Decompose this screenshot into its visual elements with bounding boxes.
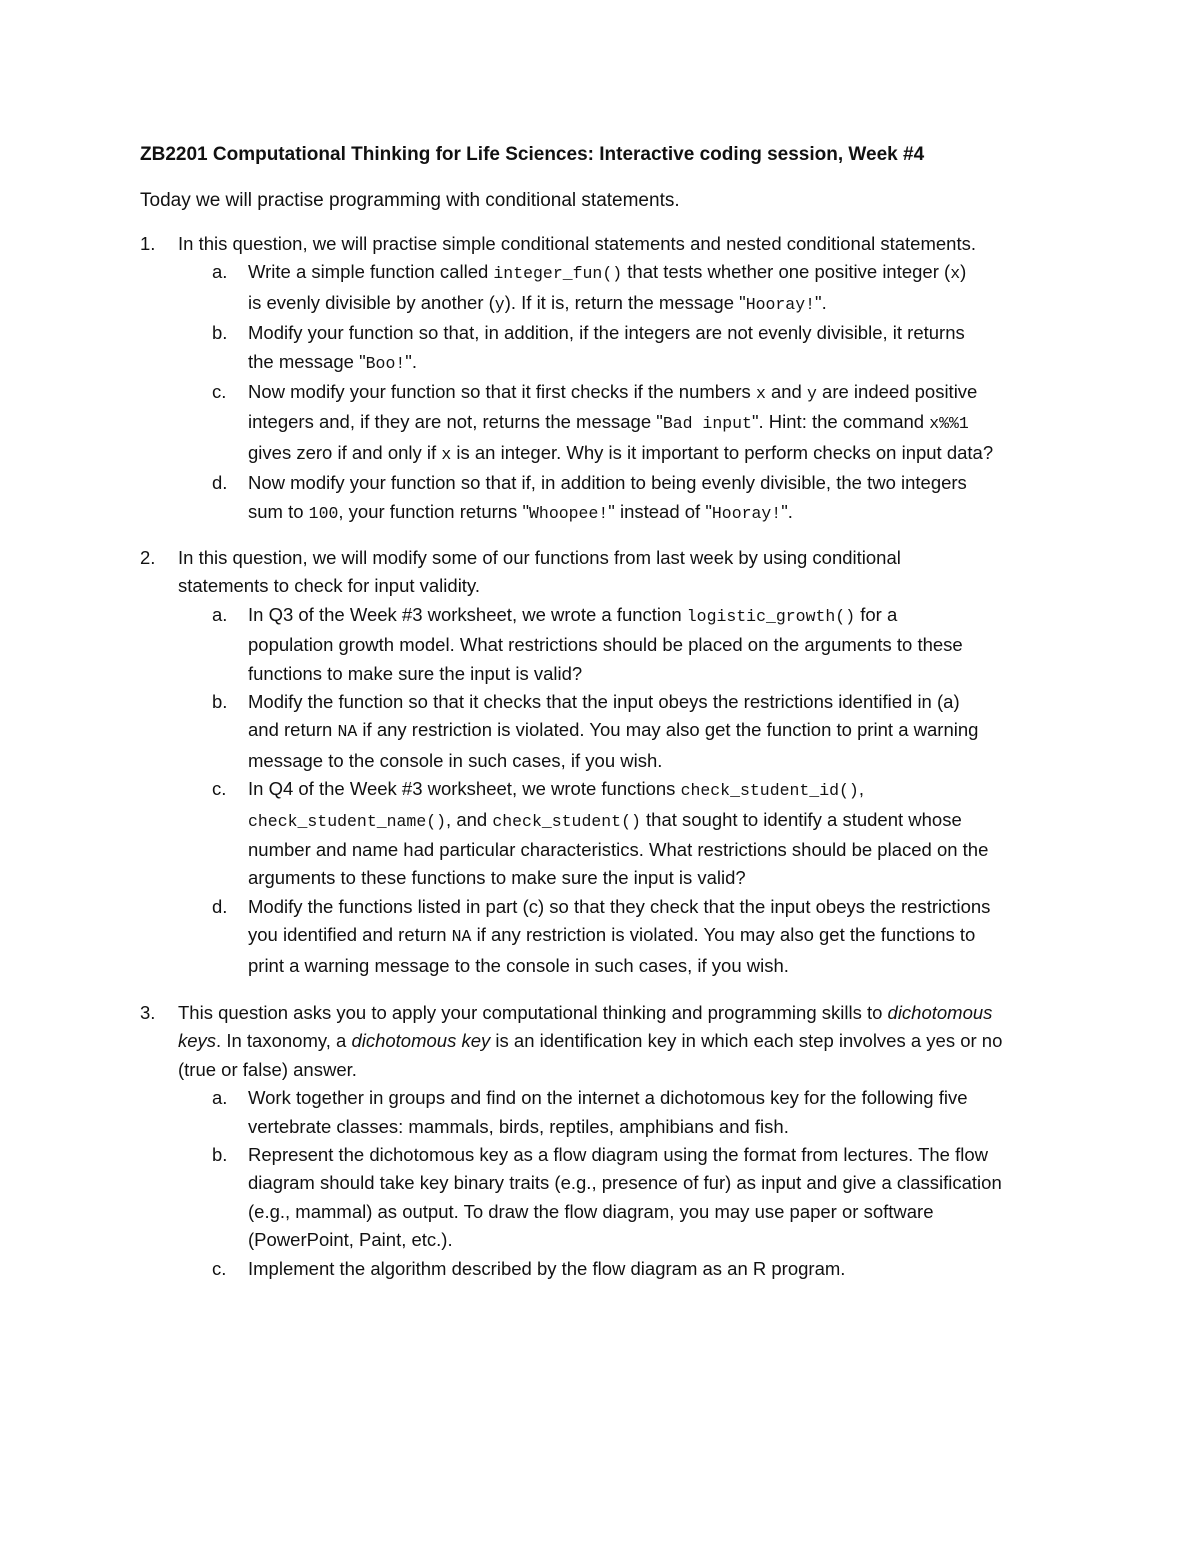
subquestion-2d: d. Modify the functions listed in part (c) so that they check that the input obeys the restrictions you identified and return NA if any restriction is violated. You may also get the functions to print a warning message to the console in such cases, if you wish. <box>140 893 1080 980</box>
intro-text: Today we will practise programming with conditional statements. <box>140 190 680 211</box>
question-2: 2. In this question, we will modify some of our functions from last week by using conditional statements to check for input validity. a. In Q3 of the Week #3 worksheet, we wrote a function logistic_growth() for a population growth model. What restrictions should be placed on the arguments to these functions to make sure the input is valid? b. Modify the function so that it checks that the input obeys the restrictions identified in (a) and return NA if any restriction is violated. You may also get the function to print a warning message to the console in such cases, if you wish. c. In Q4 of the Week #3 worksheet, we wrote functions check_student_id(), check_student_name(), and check_student() that sought to identify a student whose number and name had particular characteristics. What restrictions should be placed on the arguments to these functions to make sure the input is valid? d. Modify the functions listed in part (c) so that they check that the input obeys the restrictions you identified and return NA if any restriction is violated. You may also get the functions to print a warning message to the console in such cases, if you wish. <box>140 544 1080 980</box>
code-snippet: Whoopee! <box>529 503 609 523</box>
subquestion-1d: d. Now modify your function so that if, in addition to being evenly divisible, the two integers sum to 100, your function returns "Whoopee!" instead of "Hooray!". <box>140 469 1080 528</box>
question-3: 3. This question asks you to apply your computational thinking and programming skills to dichotomous keys. In taxonomy, a dichotomous key is an identification key in which each step involves a yes or no (true or false) answer. a. Work together in groups and find on the internet a dichotomous key for the following five vertebrate classes: mammals, birds, reptiles, amphibians and fish. b. Represent the dichotomous key as a flow diagram using the format from lectures. The flow diagram should take key binary traits (e.g., presence of fur) as input and give a classification (e.g., mammal) as output. To draw the flow diagram, you may use paper or software (PowerPoint, Paint, etc.). c. Implement the algorithm described by the flow diagram as an R program. <box>140 999 1080 1283</box>
subquestion-3b: b. Represent the dichotomous key as a flow diagram using the format from lectures. The flow diagram should take key binary traits (e.g., presence of fur) as input and give a classification (e.g., mammal) as output. To draw the flow diagram, you may use paper or software (PowerPoint, Paint, etc.). <box>140 1141 1080 1255</box>
question-1 <box>140 230 1080 528</box>
subquestion-label: b. <box>212 1144 228 1166</box>
subquestion-label: a. <box>212 261 228 283</box>
subquestion-3c: c. Implement the algorithm described by the flow diagram as an R program. <box>140 1255 1080 1283</box>
subquestion-label: b. <box>212 322 228 344</box>
question-number: 1. <box>140 233 156 254</box>
code-snippet: Boo! <box>365 353 406 373</box>
subquestion-label: d. <box>212 472 228 494</box>
code-snippet: x%%1 <box>929 414 969 434</box>
code-snippet: check_student_id() <box>680 781 859 801</box>
subquestion-2a: a. In Q3 of the Week #3 worksheet, we wrote a function logistic_growth() for a population growth model. What restrictions should be placed on the arguments to these functions to make sure the input is valid? <box>140 601 1080 688</box>
subquestion-2c: c. In Q4 of the Week #3 worksheet, we wrote functions check_student_id(), check_student_name(), and check_student() that sought to identify a student whose number and name had particular characteristics. What restrictions should be placed on the arguments to these functions to make sure the input is valid? <box>140 775 1080 893</box>
subquestion-label: d. <box>212 895 228 917</box>
code-snippet: logistic_growth() <box>686 606 856 626</box>
subquestion-3a: a. Work together in groups and find on the internet a dichotomous key for the following five vertebrate classes: mammals, birds, reptiles, amphibians and fish. <box>140 1084 1080 1141</box>
subquestion-label: b. <box>212 691 228 713</box>
document-title: ZB2201 Computational Thinking for Life Sciences: Interactive coding session, Week #4 <box>140 144 925 165</box>
subquestion-1c: c. Now modify your function so that it first checks if the numbers x and y are indeed positive integers and, if they are not, returns the message "Bad input". Hint: the command x%%1 gives zero if and only if x is an integer. Why is it important to perform checks on input data? <box>140 378 1080 469</box>
subquestion-label: a. <box>212 603 228 625</box>
question-number: 3. <box>140 1002 156 1023</box>
subquestion-label: c. <box>212 778 227 800</box>
subquestion-2b: b. Modify the function so that it checks that the input obeys the restrictions identified in (a) and return NA if any restriction is violated. You may also get the function to print a warning message to the console in such cases, if you wish. <box>140 688 1080 775</box>
question-number: 2. <box>140 547 156 568</box>
code-snippet: check_student() <box>492 811 641 831</box>
code-snippet: NA <box>451 927 472 947</box>
code-snippet: NA <box>337 722 358 742</box>
subquestion-label: c. <box>212 1257 227 1279</box>
code-snippet: Bad input <box>662 414 752 434</box>
code-snippet: Hooray! <box>711 503 782 523</box>
code-snippet: check_student_name() <box>248 811 447 831</box>
code-snippet: integer_fun() <box>493 264 623 284</box>
question-text: In this question, we will practise simple conditional statements and nested conditional statements. <box>178 233 976 254</box>
subquestion-1a: a. Write a simple function called integer_fun() that tests whether one positive integer (x) is evenly divisible by another (y). If it is, return the message "Hooray!". <box>140 258 1080 319</box>
code-snippet: Hooray! <box>745 294 816 314</box>
subquestion-label: a. <box>212 1087 228 1109</box>
subquestion-label: c. <box>212 381 227 403</box>
subquestion-1b: b. Modify your function so that, in addition, if the integers are not evenly divisible, it returns the message "Boo!". <box>140 319 1080 378</box>
